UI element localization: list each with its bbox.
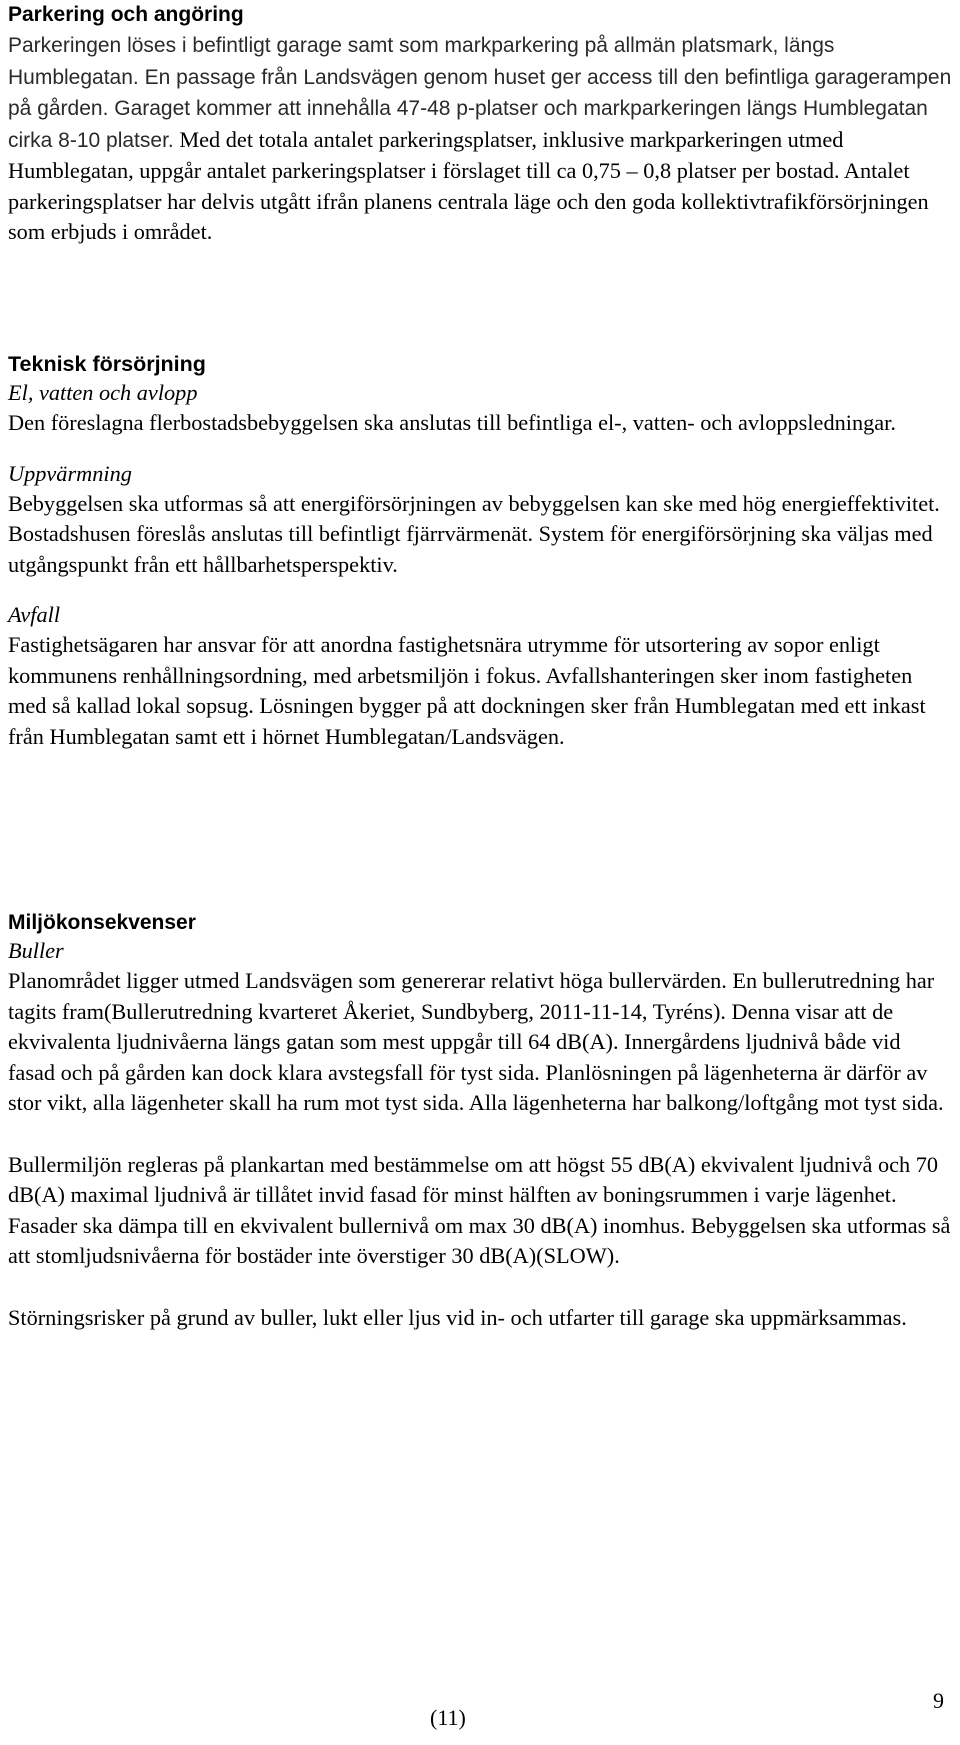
waste-body: Fastighetsägaren har ansvar för att anordna fastighetsnära utrymme för utsortering av sopor enligt kommunens renhållningsordning, med arbetsmiljön i fokus. Avfallshanteringen sker inom fastigheten med så kallad lokal sopsug. Lösningen bygger på att dockningen sker från Humblegatan med ett inkast från Humblegatan samt ett i hörnet Humblegatan/Landsvägen.	[8, 632, 926, 749]
heating-body: Bebyggelsen ska utformas så att energiförsörjningen av bebyggelsen kan ske med hög energieffektivitet. Bostadshusen föreslås anslutas till befintligt fjärrvärmenät. System för energiförsörjning ska väljas med utgångspunkt från ett hållbarhetsperspektiv.	[8, 490, 940, 577]
heating-subheading: Uppvärmning	[8, 460, 132, 486]
noise-paragraph-2: Bullermiljön regleras på plankartan med bestämmelse om att högst 55 dB(A) ekvivalent ljudnivå och 70 dB(A) maximal ljudnivå är tillåtet invid fasad för minst hälften av boningsrummen i varje lägenhet. Fasader ska dämpa till en ekvivalent bullernivå om max 30 dB(A) inomhus. Bebyggelsen ska utformas så att stomljudsnivåerna för bostäder inte överstiger 30 dB(A)(SLOW).	[8, 1151, 951, 1268]
parking-body-sans: Parkeringen löses i befintligt garage samt som markparkering på allmän platsmark, längs Humblegatan. En passage från Landsvägen genom huset ger access till den befintliga garagerampen på gården. Garaget kommer att innehålla 47-48 p-platser och markparkeringen längs Humblegatan cirka 8-10 platser.	[8, 34, 952, 152]
parking-body-serif: Med det totala antalet parkeringsplatser, inklusive markparkeringen utmed Humblegatan, uppgår antalet parkeringsplatser i förslaget till ca 0,75 – 0,8 platser per bostad. Antalet parkeringsplatser har delvis utgått ifrån planens centrala läge och den goda kollektivtrafikförsörjningen som erbjuds i området.	[8, 126, 929, 244]
section-number: (11)	[430, 1705, 466, 1730]
noise-subheading: Buller	[8, 938, 64, 963]
technical-heading: Teknisk försörjning	[8, 352, 206, 376]
water-body: Den föreslagna flerbostadsbebyggelsen ska anslutas till befintliga el-, vatten- och avloppsledningar.	[8, 410, 896, 435]
environment-heading: Miljökonsekvenser	[8, 911, 196, 934]
waste-subheading: Avfall	[8, 602, 61, 627]
parking-section	[8, 2, 952, 248]
parking-body	[8, 30, 952, 248]
water-subheading: El, vatten och avlopp	[8, 380, 198, 405]
document-page	[8, 0, 952, 1745]
environment-section	[8, 910, 952, 1333]
parking-heading: Parkering och angöring	[8, 3, 244, 26]
technical-section	[8, 350, 952, 752]
noise-paragraph-3: Störningsrisker på grund av buller, lukt eller ljus vid in- och utfarter till garage ska uppmärksammas.	[8, 1304, 907, 1330]
noise-paragraph-1: Planområdet ligger utmed Landsvägen som genererar relativt höga bullervärden. En bullerutredning har tagits fram(Bullerutredning kvarteret Åkeriet, Sundbyberg, 2011-11-14, Tyréns). Denna visar att de ekvivalenta ljudnivåerna längs gatan som mest uppgår till 64 dB(A). Innergårdens ljudnivå både vid fasad och på gården kan dock klara avstegsfall för tyst sida. Planlösningen på lägenheterna är därför av stor vikt, alla lägenheter skall ha rum mot tyst sida. Alla lägenheterna har balkong/loftgång mot tyst sida.	[8, 968, 944, 1115]
page-number: 9	[933, 1688, 944, 1713]
